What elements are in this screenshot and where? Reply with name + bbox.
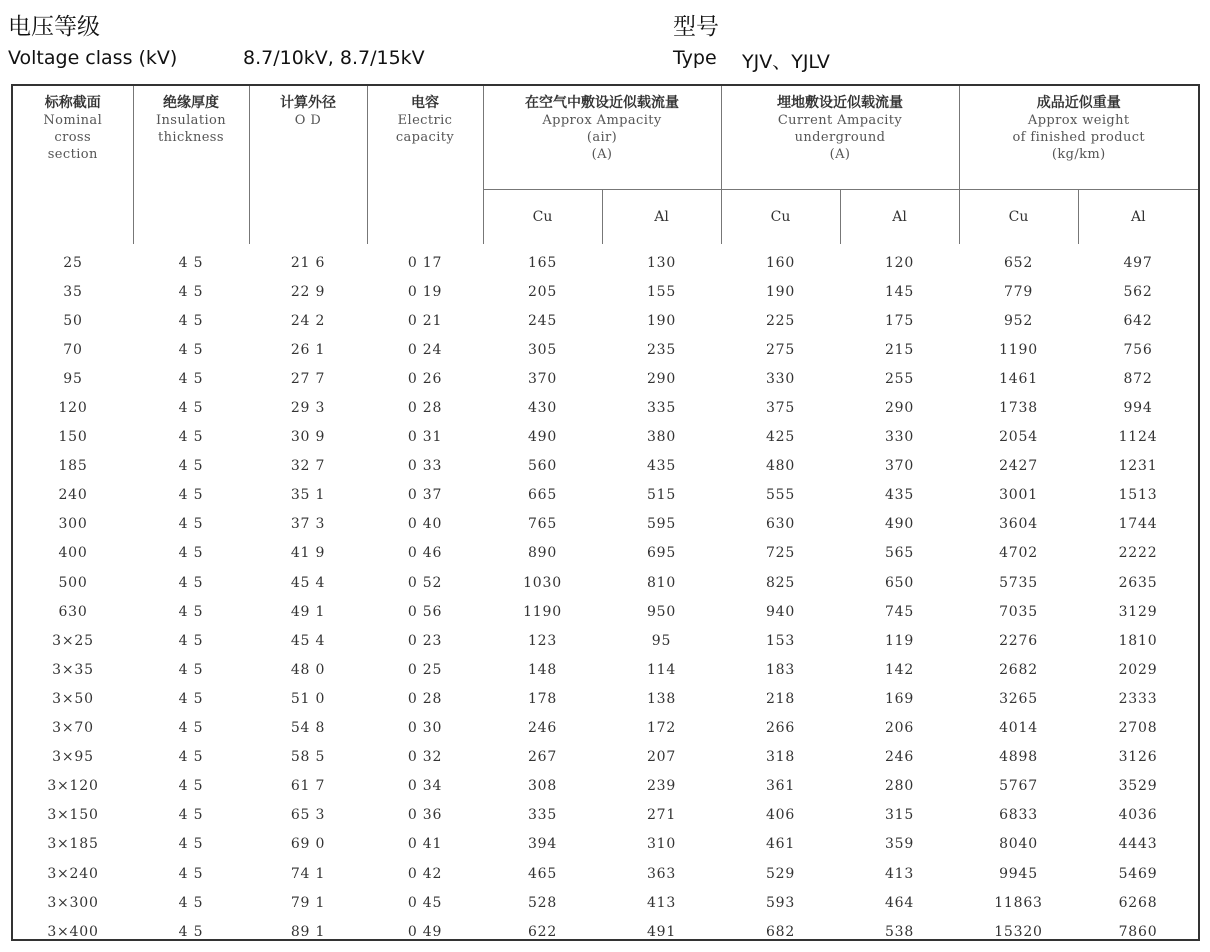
cell-air-cu: 148 bbox=[527, 661, 558, 678]
sub-header-air-cu: Cu bbox=[483, 189, 602, 244]
cell-insulation-thickness: 4 5 bbox=[178, 807, 204, 824]
cell-underground-cu: 461 bbox=[765, 836, 796, 853]
cell-weight-cu: 779 bbox=[1003, 283, 1034, 300]
cell-air-cu: 465 bbox=[527, 865, 558, 882]
cell-underground-cu: 630 bbox=[765, 516, 796, 533]
table-row bbox=[13, 452, 1198, 481]
cell-air-cu: 245 bbox=[527, 312, 558, 329]
cell-air-cu: 1190 bbox=[523, 603, 562, 620]
cell-air-al: 290 bbox=[646, 370, 677, 387]
cell-weight-cu: 1190 bbox=[999, 341, 1038, 358]
cell-underground-cu: 330 bbox=[765, 370, 796, 387]
cell-insulation-thickness: 4 5 bbox=[178, 603, 204, 620]
cell-air-al: 310 bbox=[646, 836, 677, 853]
cell-outer-diameter: 41 9 bbox=[290, 545, 326, 562]
cell-underground-al: 145 bbox=[884, 283, 915, 300]
cell-weight-al: 1231 bbox=[1118, 458, 1158, 475]
cable-spec-table-frame bbox=[11, 84, 1200, 941]
sub-header-weight-al: Al bbox=[1078, 189, 1198, 244]
cell-underground-cu: 425 bbox=[765, 429, 796, 446]
cell-capacity: 0 30 bbox=[407, 720, 443, 737]
cell-air-cu: 308 bbox=[527, 778, 558, 795]
cell-capacity: 0 34 bbox=[407, 778, 443, 795]
cell-air-al: 380 bbox=[646, 429, 677, 446]
cell-nominal-section: 3×120 bbox=[47, 778, 99, 795]
cell-insulation-thickness: 4 5 bbox=[178, 720, 204, 737]
cell-capacity: 0 21 bbox=[407, 312, 443, 329]
table-row bbox=[13, 539, 1198, 568]
cell-weight-cu: 3604 bbox=[999, 516, 1038, 533]
cell-nominal-section: 35 bbox=[63, 283, 83, 300]
cell-underground-al: 169 bbox=[884, 690, 915, 707]
cell-outer-diameter: 45 4 bbox=[290, 574, 326, 591]
cell-weight-cu: 7035 bbox=[999, 603, 1038, 620]
cell-air-al: 190 bbox=[646, 312, 677, 329]
cell-outer-diameter: 24 2 bbox=[290, 312, 326, 329]
cell-underground-cu: 160 bbox=[765, 254, 796, 271]
cell-nominal-section: 120 bbox=[58, 400, 88, 417]
col-header-outer-diameter: 计算外径 O D bbox=[249, 86, 367, 244]
cell-air-cu: 490 bbox=[527, 429, 558, 446]
cell-air-cu: 370 bbox=[527, 370, 558, 387]
cell-air-al: 950 bbox=[646, 603, 677, 620]
cell-weight-al: 4036 bbox=[1118, 807, 1158, 824]
cell-insulation-thickness: 4 5 bbox=[178, 341, 204, 358]
cell-weight-cu: 1461 bbox=[999, 370, 1038, 387]
cell-weight-al: 1744 bbox=[1118, 516, 1158, 533]
cell-nominal-section: 3×70 bbox=[52, 720, 94, 737]
cell-outer-diameter: 27 7 bbox=[290, 370, 326, 387]
cell-capacity: 0 42 bbox=[407, 865, 443, 882]
cell-underground-al: 315 bbox=[884, 807, 915, 824]
table-row bbox=[13, 568, 1198, 597]
cell-insulation-thickness: 4 5 bbox=[178, 370, 204, 387]
cell-outer-diameter: 26 1 bbox=[290, 341, 326, 358]
cell-air-al: 235 bbox=[646, 341, 677, 358]
cell-capacity: 0 31 bbox=[407, 429, 443, 446]
cell-weight-cu: 4898 bbox=[999, 749, 1038, 766]
cell-insulation-thickness: 4 5 bbox=[178, 778, 204, 795]
cell-underground-al: 330 bbox=[884, 429, 915, 446]
cell-insulation-thickness: 4 5 bbox=[178, 458, 204, 475]
table-row bbox=[13, 597, 1198, 626]
cell-air-al: 435 bbox=[646, 458, 677, 475]
cell-air-al: 363 bbox=[646, 865, 677, 882]
cell-weight-al: 2333 bbox=[1118, 690, 1158, 707]
cell-outer-diameter: 51 0 bbox=[290, 690, 326, 707]
cell-insulation-thickness: 4 5 bbox=[178, 312, 204, 329]
cell-nominal-section: 3×150 bbox=[47, 807, 99, 824]
cell-underground-al: 359 bbox=[884, 836, 915, 853]
cell-underground-cu: 275 bbox=[765, 341, 796, 358]
cell-outer-diameter: 32 7 bbox=[290, 458, 326, 475]
col-header-underground-ampacity: 埋地敷设近似载流量 Current Ampacity underground (A) bbox=[721, 86, 959, 189]
cell-underground-cu: 318 bbox=[765, 749, 796, 766]
table-row bbox=[13, 510, 1198, 539]
cell-air-al: 810 bbox=[646, 574, 677, 591]
cell-weight-cu: 3265 bbox=[999, 690, 1038, 707]
cell-outer-diameter: 61 7 bbox=[290, 778, 326, 795]
cell-underground-al: 175 bbox=[884, 312, 915, 329]
cell-air-cu: 178 bbox=[527, 690, 558, 707]
cell-nominal-section: 50 bbox=[63, 312, 83, 329]
cell-insulation-thickness: 4 5 bbox=[178, 254, 204, 271]
cell-underground-al: 255 bbox=[884, 370, 915, 387]
cell-weight-al: 6268 bbox=[1118, 894, 1158, 911]
cell-weight-al: 1124 bbox=[1118, 429, 1158, 446]
type-label: Type bbox=[673, 47, 717, 69]
cell-insulation-thickness: 4 5 bbox=[178, 661, 204, 678]
cell-outer-diameter: 30 9 bbox=[290, 429, 326, 446]
cell-underground-cu: 218 bbox=[765, 690, 796, 707]
cell-weight-cu: 8040 bbox=[999, 836, 1038, 853]
cell-outer-diameter: 54 8 bbox=[290, 720, 326, 737]
table-row bbox=[13, 423, 1198, 452]
cell-weight-al: 2222 bbox=[1118, 545, 1158, 562]
cell-weight-al: 3129 bbox=[1118, 603, 1158, 620]
cell-weight-cu: 5735 bbox=[999, 574, 1038, 591]
cell-underground-al: 246 bbox=[884, 749, 915, 766]
cell-air-cu: 165 bbox=[527, 254, 558, 271]
cell-weight-cu: 9945 bbox=[999, 865, 1038, 882]
cell-insulation-thickness: 4 5 bbox=[178, 545, 204, 562]
cell-air-al: 130 bbox=[646, 254, 677, 271]
cell-underground-cu: 266 bbox=[765, 720, 796, 737]
cell-air-al: 491 bbox=[646, 923, 677, 940]
cell-air-cu: 1030 bbox=[523, 574, 562, 591]
cell-outer-diameter: 45 4 bbox=[290, 632, 326, 649]
cell-capacity: 0 41 bbox=[407, 836, 443, 853]
col-header-air-ampacity: 在空气中敷设近似载流量 Approx Ampacity (air) (A) bbox=[483, 86, 721, 189]
cell-capacity: 0 26 bbox=[407, 370, 443, 387]
cell-underground-cu: 361 bbox=[765, 778, 796, 795]
cell-weight-cu: 2427 bbox=[999, 458, 1038, 475]
cell-nominal-section: 70 bbox=[63, 341, 83, 358]
cell-weight-cu: 2054 bbox=[999, 429, 1038, 446]
cell-weight-al: 562 bbox=[1123, 283, 1153, 300]
cell-insulation-thickness: 4 5 bbox=[178, 429, 204, 446]
cell-outer-diameter: 89 1 bbox=[290, 923, 326, 940]
cable-spec-table bbox=[13, 86, 1198, 946]
cell-nominal-section: 25 bbox=[63, 254, 83, 271]
cell-weight-al: 1513 bbox=[1118, 487, 1158, 504]
cell-underground-al: 206 bbox=[884, 720, 915, 737]
cell-capacity: 0 49 bbox=[407, 923, 443, 940]
cell-underground-cu: 940 bbox=[765, 603, 796, 620]
cell-underground-al: 413 bbox=[884, 865, 915, 882]
cell-capacity: 0 25 bbox=[407, 661, 443, 678]
cell-air-al: 172 bbox=[646, 720, 677, 737]
cell-air-cu: 305 bbox=[527, 341, 558, 358]
cell-nominal-section: 500 bbox=[58, 574, 88, 591]
cell-nominal-section: 400 bbox=[58, 545, 88, 562]
cell-weight-cu: 4014 bbox=[999, 720, 1038, 737]
cell-outer-diameter: 69 0 bbox=[290, 836, 326, 853]
cell-capacity: 0 46 bbox=[407, 545, 443, 562]
cell-capacity: 0 32 bbox=[407, 749, 443, 766]
cell-nominal-section: 630 bbox=[58, 603, 88, 620]
cell-weight-al: 2635 bbox=[1118, 574, 1158, 591]
cell-insulation-thickness: 4 5 bbox=[178, 632, 204, 649]
cell-weight-al: 3126 bbox=[1118, 749, 1158, 766]
cell-outer-diameter: 65 3 bbox=[290, 807, 326, 824]
cell-underground-al: 435 bbox=[884, 487, 915, 504]
cell-air-cu: 665 bbox=[527, 487, 558, 504]
voltage-class-title-cn: 电压等级 bbox=[8, 14, 100, 40]
cell-underground-al: 120 bbox=[884, 254, 915, 271]
cell-weight-al: 5469 bbox=[1118, 865, 1158, 882]
cell-weight-cu: 3001 bbox=[999, 487, 1038, 504]
table-row bbox=[13, 306, 1198, 335]
cell-underground-cu: 529 bbox=[765, 865, 796, 882]
table-row bbox=[13, 772, 1198, 801]
cell-underground-cu: 153 bbox=[765, 632, 796, 649]
cell-nominal-section: 3×300 bbox=[47, 894, 99, 911]
cell-capacity: 0 37 bbox=[407, 487, 443, 504]
cell-weight-al: 756 bbox=[1123, 341, 1153, 358]
table-row bbox=[13, 277, 1198, 306]
cell-insulation-thickness: 4 5 bbox=[178, 894, 204, 911]
cell-air-cu: 528 bbox=[527, 894, 558, 911]
cell-underground-cu: 725 bbox=[765, 545, 796, 562]
voltage-class-label: Voltage class (kV) bbox=[8, 47, 178, 69]
cell-nominal-section: 185 bbox=[58, 458, 88, 475]
cell-insulation-thickness: 4 5 bbox=[178, 690, 204, 707]
cell-air-al: 239 bbox=[646, 778, 677, 795]
cell-air-al: 155 bbox=[646, 283, 677, 300]
cell-underground-al: 464 bbox=[884, 894, 915, 911]
cell-air-cu: 123 bbox=[527, 632, 558, 649]
cell-air-al: 595 bbox=[646, 516, 677, 533]
cell-outer-diameter: 79 1 bbox=[290, 894, 326, 911]
cell-capacity: 0 40 bbox=[407, 516, 443, 533]
cell-nominal-section: 3×50 bbox=[52, 690, 94, 707]
cell-air-al: 413 bbox=[646, 894, 677, 911]
cell-nominal-section: 3×240 bbox=[47, 865, 99, 882]
col-header-nominal-section: 标称截面 Nominal cross section bbox=[43, 95, 103, 162]
cell-insulation-thickness: 4 5 bbox=[178, 487, 204, 504]
cell-outer-diameter: 21 6 bbox=[290, 254, 326, 271]
cell-air-al: 335 bbox=[646, 400, 677, 417]
cell-nominal-section: 95 bbox=[63, 370, 83, 387]
cell-underground-cu: 225 bbox=[765, 312, 796, 329]
cell-weight-al: 2029 bbox=[1118, 661, 1158, 678]
cell-insulation-thickness: 4 5 bbox=[178, 749, 204, 766]
cell-nominal-section: 150 bbox=[58, 429, 88, 446]
cell-underground-al: 290 bbox=[884, 400, 915, 417]
voltage-class-value: 8.7/10kV, 8.7/15kV bbox=[243, 47, 425, 69]
cell-underground-cu: 406 bbox=[765, 807, 796, 824]
cell-air-cu: 246 bbox=[527, 720, 558, 737]
sub-header-weight-cu: Cu bbox=[959, 189, 1078, 244]
cell-weight-al: 3529 bbox=[1118, 778, 1158, 795]
cell-air-al: 515 bbox=[646, 487, 677, 504]
cell-weight-cu: 4702 bbox=[999, 545, 1038, 562]
cell-underground-cu: 480 bbox=[765, 458, 796, 475]
cell-air-cu: 267 bbox=[527, 749, 558, 766]
cell-underground-al: 565 bbox=[884, 545, 915, 562]
table-row bbox=[13, 714, 1198, 743]
cell-capacity: 0 19 bbox=[407, 283, 443, 300]
cell-air-cu: 622 bbox=[527, 923, 558, 940]
cell-underground-cu: 682 bbox=[765, 923, 796, 940]
cell-underground-cu: 825 bbox=[765, 574, 796, 591]
cell-underground-al: 215 bbox=[884, 341, 915, 358]
cell-air-al: 114 bbox=[646, 661, 677, 678]
cell-outer-diameter: 35 1 bbox=[290, 487, 326, 504]
cell-air-cu: 765 bbox=[527, 516, 558, 533]
cell-capacity: 0 36 bbox=[407, 807, 443, 824]
cell-weight-cu: 652 bbox=[1003, 254, 1034, 271]
cell-nominal-section: 3×185 bbox=[47, 836, 99, 853]
cell-weight-cu: 11863 bbox=[994, 894, 1043, 911]
table-row bbox=[13, 859, 1198, 888]
cell-insulation-thickness: 4 5 bbox=[178, 836, 204, 853]
cell-weight-cu: 2276 bbox=[999, 632, 1038, 649]
cell-underground-al: 370 bbox=[884, 458, 915, 475]
cell-nominal-section: 3×35 bbox=[52, 661, 94, 678]
table-row bbox=[13, 655, 1198, 684]
table-row bbox=[13, 393, 1198, 422]
cell-weight-al: 642 bbox=[1123, 312, 1153, 329]
cell-underground-cu: 190 bbox=[765, 283, 796, 300]
cell-nominal-section: 3×25 bbox=[52, 632, 94, 649]
table-row bbox=[13, 830, 1198, 859]
cell-air-al: 207 bbox=[646, 749, 677, 766]
cell-underground-cu: 183 bbox=[765, 661, 796, 678]
cell-air-al: 271 bbox=[646, 807, 677, 824]
col-header-product-weight: 成品近似重量 Approx weight of finished product (kg/km) bbox=[959, 86, 1198, 189]
cell-insulation-thickness: 4 5 bbox=[178, 923, 204, 940]
cell-capacity: 0 24 bbox=[407, 341, 443, 358]
cell-air-cu: 394 bbox=[527, 836, 558, 853]
sub-header-underground-al: Al bbox=[840, 189, 959, 244]
cell-weight-al: 872 bbox=[1123, 370, 1153, 387]
cell-outer-diameter: 29 3 bbox=[290, 400, 326, 417]
cell-air-cu: 890 bbox=[527, 545, 558, 562]
cell-underground-al: 142 bbox=[884, 661, 915, 678]
table-row bbox=[13, 335, 1198, 364]
cell-weight-al: 497 bbox=[1123, 254, 1153, 271]
cell-weight-cu: 15320 bbox=[994, 923, 1043, 940]
cell-underground-cu: 555 bbox=[765, 487, 796, 504]
table-row bbox=[13, 888, 1198, 917]
cell-nominal-section: 3×400 bbox=[47, 923, 99, 940]
table-row bbox=[13, 364, 1198, 393]
cell-capacity: 0 56 bbox=[407, 603, 443, 620]
cell-capacity: 0 33 bbox=[407, 458, 443, 475]
cell-insulation-thickness: 4 5 bbox=[178, 283, 204, 300]
cell-insulation-thickness: 4 5 bbox=[178, 574, 204, 591]
cell-outer-diameter: 37 3 bbox=[290, 516, 326, 533]
cell-capacity: 0 28 bbox=[407, 400, 443, 417]
cell-nominal-section: 240 bbox=[58, 487, 88, 504]
cell-weight-cu: 6833 bbox=[999, 807, 1038, 824]
table-row bbox=[13, 244, 1198, 277]
cell-weight-al: 4443 bbox=[1118, 836, 1158, 853]
cell-weight-al: 994 bbox=[1123, 400, 1153, 417]
table-row bbox=[13, 626, 1198, 655]
cell-air-cu: 335 bbox=[527, 807, 558, 824]
cell-weight-cu: 952 bbox=[1003, 312, 1034, 329]
cell-underground-al: 650 bbox=[884, 574, 915, 591]
cell-capacity: 0 52 bbox=[407, 574, 443, 591]
cell-underground-cu: 375 bbox=[765, 400, 796, 417]
cell-underground-al: 490 bbox=[884, 516, 915, 533]
table-row bbox=[13, 481, 1198, 510]
cell-air-al: 695 bbox=[646, 545, 677, 562]
cell-outer-diameter: 74 1 bbox=[290, 865, 326, 882]
col-header-insulation-thickness: 绝缘厚度 Insulation thickness bbox=[133, 86, 249, 244]
cell-weight-al: 7860 bbox=[1118, 923, 1158, 940]
cell-underground-al: 538 bbox=[884, 923, 915, 940]
cell-weight-al: 2708 bbox=[1118, 720, 1158, 737]
cell-underground-cu: 593 bbox=[765, 894, 796, 911]
cell-insulation-thickness: 4 5 bbox=[178, 865, 204, 882]
type-title-cn: 型号 bbox=[673, 14, 719, 40]
cell-air-al: 138 bbox=[646, 690, 677, 707]
table-row bbox=[13, 743, 1198, 772]
table-body bbox=[13, 244, 1198, 946]
cell-underground-al: 745 bbox=[884, 603, 915, 620]
cell-air-al: 95 bbox=[651, 632, 672, 649]
sub-header-underground-cu: Cu bbox=[721, 189, 840, 244]
cell-outer-diameter: 48 0 bbox=[290, 661, 326, 678]
cell-capacity: 0 45 bbox=[407, 894, 443, 911]
table-row bbox=[13, 917, 1198, 946]
cell-weight-al: 1810 bbox=[1118, 632, 1158, 649]
cell-weight-cu: 2682 bbox=[999, 661, 1038, 678]
cell-capacity: 0 23 bbox=[407, 632, 443, 649]
cell-outer-diameter: 49 1 bbox=[290, 603, 326, 620]
cell-outer-diameter: 58 5 bbox=[290, 749, 326, 766]
table-row bbox=[13, 684, 1198, 713]
cell-insulation-thickness: 4 5 bbox=[178, 400, 204, 417]
cell-underground-al: 119 bbox=[884, 632, 915, 649]
sub-header-air-al: Al bbox=[602, 189, 721, 244]
cell-nominal-section: 3×95 bbox=[52, 749, 94, 766]
cell-air-cu: 560 bbox=[527, 458, 558, 475]
cell-underground-al: 280 bbox=[884, 778, 915, 795]
cell-air-cu: 205 bbox=[527, 283, 558, 300]
cell-outer-diameter: 22 9 bbox=[290, 283, 326, 300]
cell-air-cu: 430 bbox=[527, 400, 558, 417]
table-row bbox=[13, 801, 1198, 830]
cell-capacity: 0 17 bbox=[407, 254, 443, 271]
col-header-electric-capacity: 电容 Electric capacity bbox=[367, 86, 483, 244]
type-value: YJV、YJLV bbox=[742, 51, 830, 73]
cell-capacity: 0 28 bbox=[407, 690, 443, 707]
cell-weight-cu: 1738 bbox=[999, 400, 1038, 417]
cell-weight-cu: 5767 bbox=[999, 778, 1038, 795]
cell-insulation-thickness: 4 5 bbox=[178, 516, 204, 533]
cell-nominal-section: 300 bbox=[58, 516, 88, 533]
